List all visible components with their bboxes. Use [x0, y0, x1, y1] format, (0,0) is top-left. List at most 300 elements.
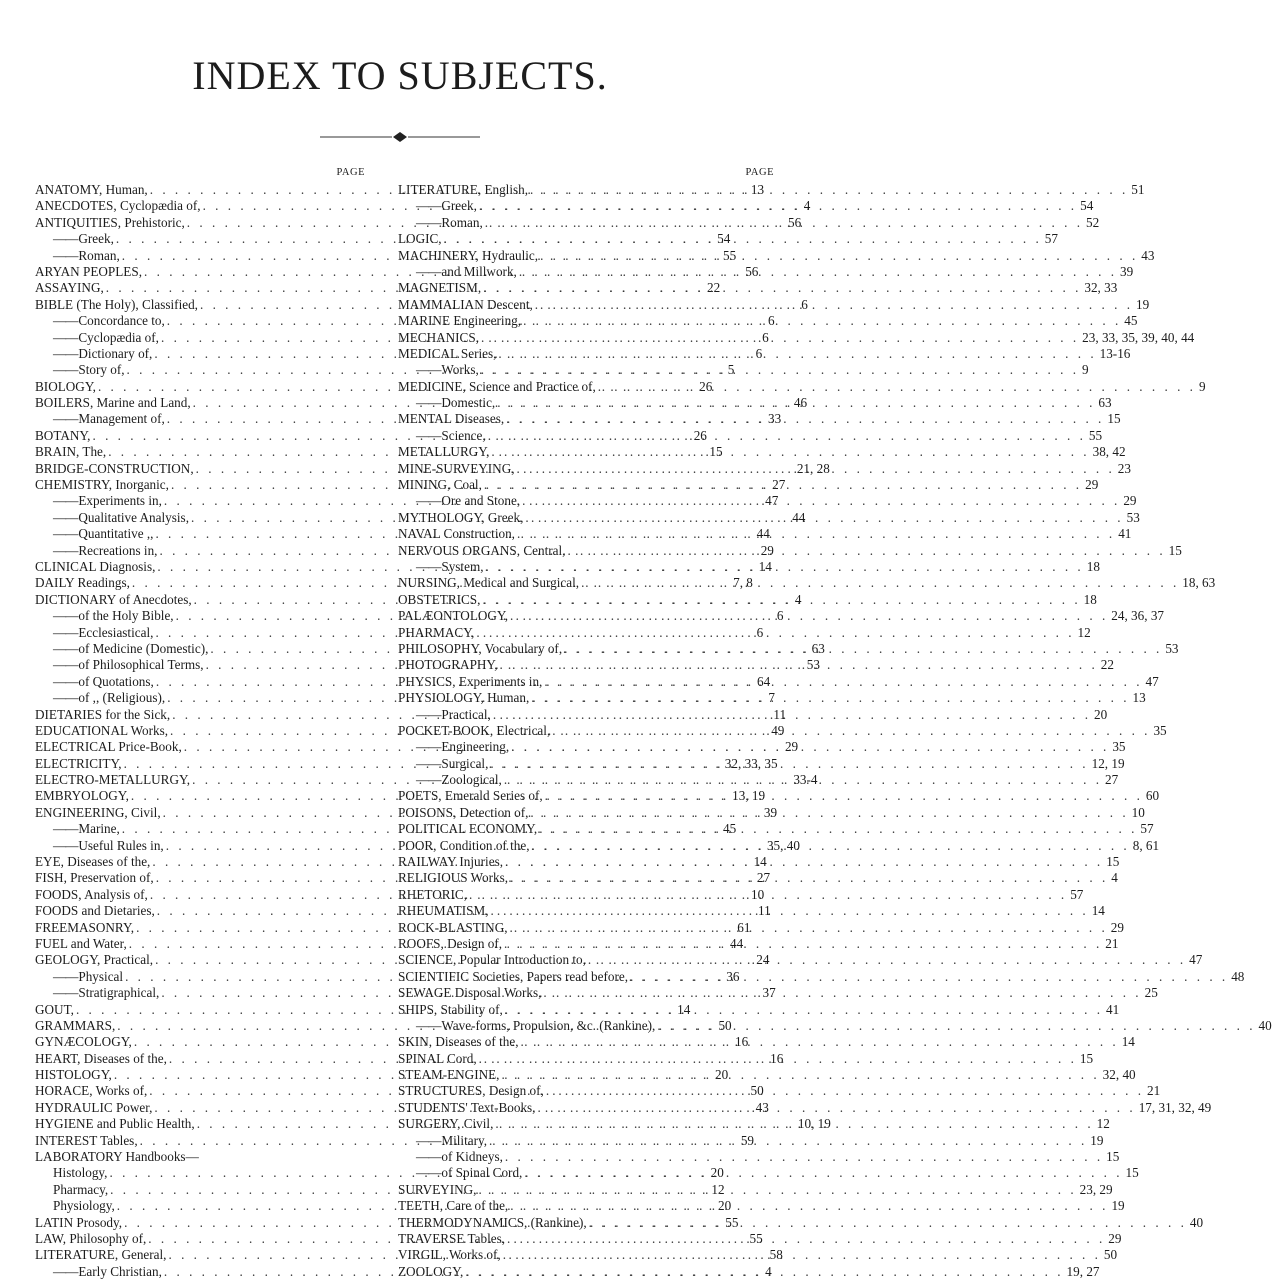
entry-label: BOILERS, Marine and Land,	[35, 395, 191, 411]
index-entry	[398, 870, 1118, 886]
page-number: 36	[726, 968, 740, 984]
dot-leader	[481, 280, 1081, 296]
dot-leader	[477, 1051, 1077, 1067]
page-number: 11	[757, 903, 771, 919]
index-entry	[398, 935, 1119, 952]
index-entry	[398, 608, 1164, 624]
page-number: 49	[771, 722, 785, 738]
entry-label: ELECTRICITY,	[35, 755, 122, 771]
page-number: 63	[811, 640, 825, 656]
page-number: 23, 33, 35, 39, 40, 44	[1082, 329, 1195, 345]
page-number: 44	[756, 526, 770, 542]
dot-leader	[538, 248, 1138, 264]
page-number: 14	[758, 558, 772, 574]
dot-leader	[508, 1198, 1108, 1214]
page-number: 13	[1132, 690, 1146, 706]
entry-label: FOODS and Dietaries,	[35, 903, 155, 919]
dot-leader	[476, 1182, 1076, 1198]
page-number: 51	[1131, 182, 1145, 197]
page-number: 4	[794, 591, 802, 607]
dot-leader	[482, 477, 1082, 493]
entry-label: RHETORIC,	[398, 886, 467, 902]
page-number: 16	[735, 1034, 749, 1050]
entry-label: RHEUMATISM,	[398, 903, 489, 919]
entry-label: —— Engineering,	[398, 739, 509, 755]
page-number: 13-16	[1099, 345, 1131, 361]
page-number: 19, 27	[1066, 1263, 1100, 1279]
page-number: 29	[760, 542, 774, 558]
page-number: 23	[1117, 460, 1131, 476]
entry-label: —— of Spinal Cord,	[398, 1165, 522, 1181]
dot-leader	[496, 346, 1096, 362]
entry-label: SCIENCE, Popular Introduction to,	[398, 952, 586, 968]
page-number: 32, 40	[1102, 1067, 1136, 1083]
entry-label: ARYAN PEOPLES,	[35, 263, 142, 279]
dot-leader	[480, 592, 1080, 608]
page-number: 35	[1153, 722, 1167, 738]
dot-leader	[515, 461, 1115, 477]
entry-label: Physiology,	[53, 1198, 115, 1214]
index-entry	[398, 345, 1131, 362]
entry-label: HYDRAULIC Power,	[35, 1099, 153, 1115]
dot-leader	[503, 1002, 1103, 1018]
page-number: 7	[768, 690, 775, 706]
page-number: 12, 19	[1091, 755, 1125, 771]
entry-label: HYGIENE and Public Health,	[35, 1116, 195, 1132]
dot-leader	[530, 838, 1130, 854]
ornament-divider	[300, 131, 500, 143]
page-number: 22	[706, 280, 721, 296]
page-number: 6	[762, 329, 769, 345]
dot-leader	[477, 198, 1077, 214]
index-entry	[398, 1198, 1125, 1214]
page-number: 14	[1091, 903, 1105, 919]
entry-label: POLITICAL ECONOMY,	[398, 821, 538, 837]
dot-leader	[503, 854, 1103, 870]
page-number: 47	[765, 493, 779, 509]
entry-label: SPINAL Cord,	[398, 1050, 477, 1066]
page-number: 39	[763, 804, 778, 820]
entry-label: ANATOMY, Human,	[35, 182, 148, 197]
entry-label: PHILOSOPHY, Vocabulary of,	[398, 640, 563, 656]
index-entry	[398, 542, 1182, 559]
index-entry	[398, 968, 1245, 985]
dot-leader	[519, 1034, 1119, 1050]
page-number: 18	[1086, 558, 1100, 574]
index-entry	[398, 919, 1124, 936]
page-number: 48	[1231, 968, 1245, 984]
entry-label: Histology,	[53, 1165, 108, 1181]
entry-label: BRIDGE-CONSTRUCTION,	[35, 460, 194, 476]
entry-label: —— Cyclopædia of,	[35, 330, 159, 346]
page-number: 13, 19	[732, 788, 766, 804]
page-number: 38, 42	[1092, 444, 1126, 460]
page-number: 19	[1090, 1132, 1104, 1148]
entry-label: ROOFS, Design of,	[398, 935, 503, 951]
page-number: 60	[1145, 788, 1160, 804]
page-column-header: PAGE	[336, 167, 365, 178]
page-number: 10	[751, 886, 765, 902]
page-number: 10	[1131, 804, 1145, 820]
page-number: 35, 40	[766, 837, 800, 853]
page-number: 53	[1126, 509, 1140, 525]
page-number: 57	[1044, 231, 1058, 247]
page-number: 50	[750, 1083, 764, 1099]
entry-label: —— Ore and Stone,	[398, 493, 520, 509]
page-number: 16	[770, 1050, 784, 1066]
dot-leader	[628, 969, 1228, 985]
page-number: 46	[793, 395, 808, 411]
page-number: 15	[1079, 1050, 1094, 1066]
page-number: 40	[1189, 1214, 1204, 1230]
page-number: 15	[709, 444, 723, 460]
dot-leader	[522, 1165, 1122, 1181]
entry-label: ASSAYING,	[35, 280, 104, 296]
dot-leader	[467, 887, 1067, 903]
entry-label: LABORATORY Handbooks—	[35, 1149, 199, 1165]
page-number: 61	[737, 919, 751, 935]
dot-leader	[529, 690, 1129, 706]
dot-leader	[502, 772, 1102, 788]
dot-leader	[483, 215, 1083, 231]
entry-label: RELIGIOUS Works,	[398, 870, 509, 886]
index-entry	[398, 296, 1150, 313]
entry-label: LAW, Philosophy of,	[35, 1231, 147, 1246]
entry-label: TRAVERSE Tables,	[398, 1231, 506, 1246]
page-number: 6	[801, 296, 808, 312]
dot-leader	[486, 428, 1086, 444]
page-number: 20	[718, 1198, 732, 1214]
index-entry	[398, 804, 1145, 821]
page-number: 47	[1145, 673, 1159, 689]
page-number: 53	[1165, 640, 1179, 656]
dot-leader	[493, 1116, 1093, 1132]
page-number: 26	[693, 427, 707, 443]
entry-label: POISONS, Detection of,	[398, 804, 529, 820]
page-number: 55	[722, 247, 737, 263]
entry-label: ANTIQUITIES, Prehistoric,	[35, 214, 185, 230]
page-number: 29	[784, 739, 799, 755]
dot-leader	[543, 788, 1143, 804]
dot-leader	[562, 641, 1162, 657]
index-entry	[398, 1214, 1204, 1231]
entry-label: MINE-SURVEYING,	[398, 460, 515, 476]
index-entry	[398, 1034, 1135, 1050]
entry-label: BOTANY,	[35, 427, 91, 443]
index-entry	[398, 952, 1203, 968]
index-entry	[398, 329, 1195, 346]
dot-leader	[504, 411, 1104, 427]
dot-leader	[505, 1231, 1105, 1247]
index-entry	[398, 280, 1118, 296]
entry-label: ELECTRICAL Price-Book,	[35, 739, 182, 755]
index-entry	[398, 690, 1146, 706]
dot-leader	[515, 526, 1115, 542]
dot-leader	[508, 608, 1108, 624]
entry-label: —— and Millwork,	[398, 264, 517, 280]
page-number: 6	[756, 624, 764, 640]
page-number: 44	[730, 935, 744, 951]
entry-label: ZOOLOGY,	[398, 1263, 464, 1279]
entry-label: —— Greek,	[35, 231, 114, 247]
entry-label: METALLURGY,	[398, 444, 490, 460]
index-subentry	[398, 1132, 1104, 1149]
entry-label: —— of Medicine (Domestic),	[35, 641, 208, 657]
entry-label: —— Story of,	[35, 362, 125, 378]
page-number: 10, 19	[797, 1116, 831, 1132]
page-number: 40	[1258, 1017, 1272, 1033]
page-number: 29	[1085, 477, 1099, 493]
entry-label: MAGNETISM,	[398, 280, 482, 296]
page-number: 18, 63	[1182, 575, 1216, 591]
page-number: 22	[1100, 657, 1114, 673]
entry-label: SHIPS, Stability of,	[398, 1001, 503, 1017]
entry-label: ELECTRO-METALLURGY,	[35, 772, 191, 788]
entry-label: —— Surgical,	[398, 756, 488, 772]
entry-label: OBSTETRICS,	[398, 591, 481, 607]
entry-label: —— Zoological,	[398, 772, 502, 788]
page-number: 29	[1108, 1231, 1122, 1246]
page-number: 37	[762, 985, 776, 1001]
entry-label: INTEREST Tables,	[35, 1132, 138, 1148]
page-number: 19	[1111, 1198, 1125, 1214]
entry-label: LATIN Prosody,	[35, 1214, 123, 1230]
entry-label: BRAIN, The,	[35, 444, 107, 460]
dot-leader	[503, 1149, 1103, 1165]
entry-label: SKIN, Diseases of the,	[398, 1034, 519, 1050]
entry-label: NAVAL Construction,	[398, 526, 515, 542]
entry-label: DICTIONARY of Anecdotes,	[35, 591, 192, 607]
entry-label: EDUCATIONAL Works,	[35, 722, 168, 738]
page-number: 24, 36, 37	[1111, 608, 1164, 624]
page-number: 19	[1136, 296, 1150, 312]
dot-leader	[541, 985, 1141, 1001]
page-number: 45	[722, 821, 737, 837]
entry-label: PHARMACY,	[398, 624, 475, 640]
page-number: 5	[727, 362, 735, 378]
index-entry	[398, 821, 1154, 837]
page-number: 14	[753, 854, 767, 870]
page-number: 63	[1098, 395, 1112, 411]
entry-label: BIBLE (The Holy), Classified,	[35, 296, 198, 312]
page-number: 14	[1121, 1034, 1135, 1050]
page-number: 55	[749, 1231, 763, 1246]
page-number: 21	[1147, 1083, 1161, 1099]
page-number: 56	[745, 263, 759, 279]
page-number: 18	[1083, 591, 1097, 607]
entry-label: PHOTOGRAPHY,	[398, 657, 498, 673]
page-number: 11	[773, 706, 787, 722]
entry-label: HORACE, Works of,	[35, 1083, 148, 1099]
index-subentry	[398, 427, 1103, 444]
entry-label: —— Qualitative Analysis,	[35, 510, 189, 526]
page-number: 4	[765, 1263, 772, 1279]
entry-label: —— of Philosophical Terms,	[35, 657, 204, 673]
index-entry	[398, 378, 1206, 395]
entry-label: LITERATURE, English,	[398, 182, 529, 197]
entry-label: —— Domestic,	[398, 395, 495, 411]
page-title: INDEX TO SUBJECTS.	[192, 53, 608, 98]
page-number: 58	[769, 1247, 783, 1263]
entry-label: —— Dictionary of,	[35, 346, 152, 362]
entry-label: —— Roman,	[35, 248, 120, 264]
page-number: 27	[1105, 772, 1119, 788]
index-entry	[398, 673, 1159, 690]
dot-leader	[528, 182, 1128, 198]
dot-leader	[489, 444, 1089, 460]
page-number: 59	[740, 1132, 755, 1148]
entry-label: POCKET-BOOK, Electrical,	[398, 722, 551, 738]
entry-label: —— of the Holy Bible,	[35, 608, 174, 624]
entry-label: STEAM-ENGINE,	[398, 1067, 500, 1083]
entry-label: SEWAGE Disposal Works,	[398, 985, 542, 1001]
entry-label: —— of Quotations,	[35, 674, 154, 690]
entry-label: FOODS, Analysis of,	[35, 886, 148, 902]
page-number: 56	[788, 214, 802, 230]
index-subentry	[398, 1149, 1120, 1165]
index-entry	[398, 1099, 1212, 1116]
dot-leader	[474, 625, 1074, 641]
entry-label: RAILWAY Injuries,	[398, 854, 503, 870]
dot-leader	[565, 543, 1165, 559]
page-number: 15	[1106, 854, 1120, 870]
index-entry	[398, 1001, 1120, 1018]
page-number: 15	[1168, 542, 1182, 558]
index-entry	[398, 903, 1105, 919]
index-entry	[398, 591, 1097, 608]
entry-label: POETS, Emerald Series of,	[398, 788, 543, 804]
entry-label: LOGIC,	[398, 231, 442, 247]
page-number: 55	[1088, 427, 1103, 443]
entry-label: DAILY Readings,	[35, 575, 130, 591]
dot-leader	[499, 1067, 1099, 1083]
entry-label: EMBRYOLOGY,	[35, 788, 129, 804]
dot-leader	[495, 395, 1095, 411]
entry-label: PHYSICS, Experiments in,	[398, 673, 543, 689]
entry-label: LITERATURE, General,	[35, 1247, 167, 1263]
entry-label: EYE, Diseases of the,	[35, 854, 151, 870]
page-number: 23, 29	[1079, 1181, 1113, 1197]
dot-leader	[520, 493, 1120, 509]
page-number: 54	[717, 231, 731, 247]
dot-leader	[488, 756, 1088, 772]
entry-label: GYNÆCOLOGY,	[35, 1034, 132, 1050]
page-number: 29	[1110, 919, 1124, 935]
page-number: 26	[699, 378, 713, 394]
page-number: 6	[776, 608, 784, 624]
entry-label: BIOLOGY,	[35, 378, 96, 394]
entry-label: —— Concordance to,	[35, 313, 165, 329]
entry-label: FISH, Preservation of,	[35, 870, 154, 886]
dot-leader	[544, 1083, 1144, 1099]
dot-leader	[463, 1264, 1063, 1280]
page-number: 15	[1125, 1165, 1139, 1181]
entry-label: CLINICAL Diagnosis,	[35, 558, 156, 574]
page-number: 21	[1105, 935, 1119, 951]
entry-label: —— System,	[398, 559, 484, 575]
entry-label: —— Management of,	[35, 411, 165, 427]
index-entry	[398, 1083, 1161, 1099]
entry-label: —— Ecclesiastical,	[35, 625, 153, 641]
index-entry	[398, 1067, 1136, 1083]
page-number: 50	[718, 1017, 732, 1033]
entry-label: —— Early Christian,	[35, 1264, 162, 1280]
page-number: 20	[715, 1067, 729, 1083]
dot-leader	[535, 1100, 1135, 1116]
entry-label: NERVOUS ORGANS, Central,	[398, 542, 566, 558]
page-number: 20	[1094, 706, 1108, 722]
index-subentry	[398, 263, 1134, 280]
page-number: 12	[711, 1181, 725, 1197]
dot-leader	[442, 231, 1042, 247]
page-number: 47	[1189, 952, 1203, 968]
entry-label: ROCK-BLASTING,	[398, 919, 508, 935]
page-number: 55	[725, 1214, 739, 1230]
index-entry	[398, 526, 1132, 542]
page-number: 41	[1106, 1001, 1120, 1017]
page-number: 12	[1077, 624, 1091, 640]
page-number: 8, 61	[1132, 837, 1160, 853]
index-subentry	[398, 1017, 1272, 1034]
index-entry	[398, 1181, 1113, 1198]
page-number: 53	[806, 657, 820, 673]
page-number: 43	[755, 1099, 769, 1115]
entry-label: CHEMISTRY, Inorganic,	[35, 477, 169, 493]
entry-label: THERMODYNAMICS, (Rankine),	[398, 1214, 587, 1230]
entry-label: —— Quantitative ,,	[35, 526, 153, 542]
index-entry	[398, 1263, 1100, 1280]
dot-leader	[550, 723, 1150, 739]
index-entry	[398, 182, 1145, 198]
page-number: 13	[750, 182, 765, 197]
entry-label: POOR, Condition of the,	[398, 837, 530, 853]
index-entry	[35, 1149, 365, 1165]
page-number: 4	[803, 198, 811, 214]
dot-leader	[491, 707, 1091, 723]
entry-label: —— Science,	[398, 428, 486, 444]
entry-label: —— Stratigraphical,	[35, 985, 159, 1001]
page-column-header: PAGE	[745, 167, 774, 178]
entry-label: —— Works,	[398, 362, 479, 378]
entry-label: FUEL and Water,	[35, 935, 127, 951]
page-number: 6	[755, 345, 763, 361]
entry-label: MEDICINE, Science and Practice of,	[398, 378, 596, 394]
page-number: 32, 33	[1084, 280, 1118, 296]
entry-label: MENTAL Diseases,	[398, 411, 505, 427]
page-number: 6	[768, 313, 775, 329]
entry-label: —— Wave-forms, Propulsion, &c. (Rankine),	[398, 1018, 655, 1034]
dot-leader	[508, 920, 1108, 936]
entry-label: SURGERY, Civil,	[398, 1116, 494, 1132]
dot-leader	[502, 936, 1102, 952]
page-number: 54	[1080, 198, 1094, 214]
page-number: 15	[1107, 411, 1121, 427]
index-entry	[398, 985, 1158, 1001]
dot-leader	[489, 903, 1089, 919]
page-number: 33-4	[793, 772, 818, 788]
page-number: 50	[1103, 1247, 1118, 1263]
entry-label: STRUCTURES, Design of,	[398, 1083, 544, 1099]
dot-leader	[517, 264, 1117, 280]
index-entry	[398, 575, 1216, 591]
dot-leader	[498, 657, 1098, 673]
index-entry	[398, 788, 1160, 804]
entry-label: MEDICAL Series,	[398, 345, 497, 361]
entry-label: STUDENTS' Text-Books,	[398, 1099, 536, 1115]
page-number: 57	[1140, 821, 1154, 837]
entry-label: —— Recreations in,	[35, 543, 157, 559]
index-entry	[398, 247, 1155, 264]
